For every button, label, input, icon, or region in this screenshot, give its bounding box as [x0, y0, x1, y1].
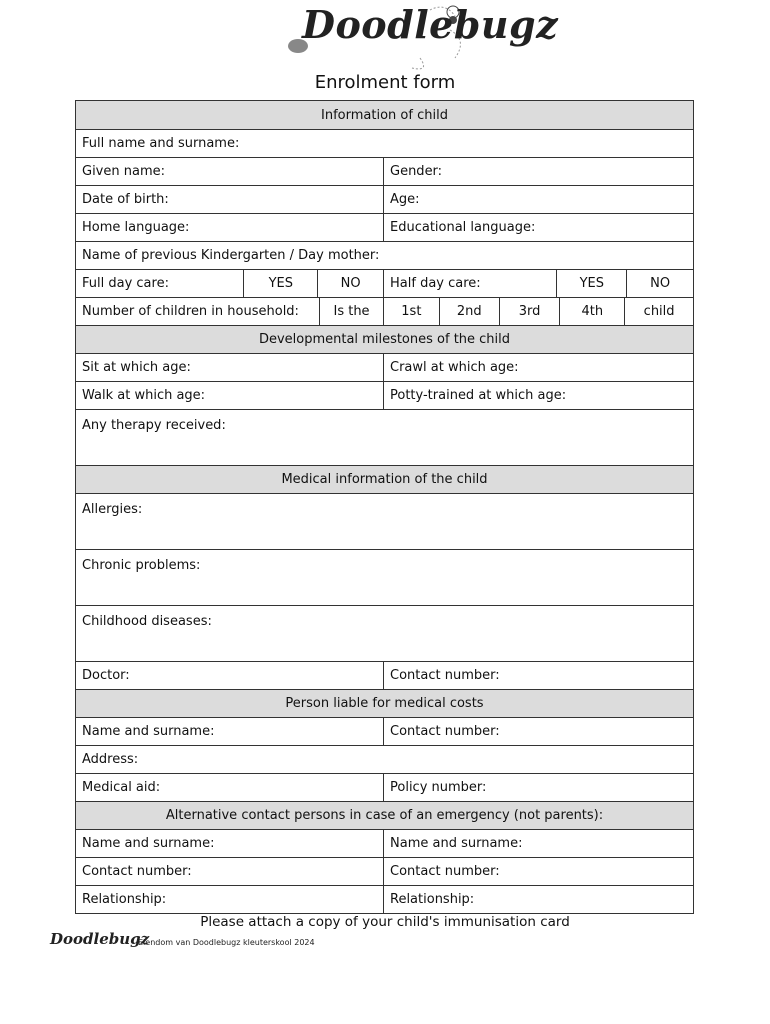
half-day-yes-option[interactable]: YES — [556, 270, 626, 297]
immunisation-note: Please attach a copy of your child's immunisation card — [200, 914, 570, 930]
is-the-label: Is the — [319, 298, 383, 325]
alt1-contact-field[interactable]: Contact number: — [82, 864, 192, 879]
brand-logo: Doodlebugz — [302, 2, 559, 47]
walk-age-field[interactable]: Walk at which age: — [82, 388, 206, 403]
dob-field[interactable]: Date of birth: — [82, 192, 169, 207]
liable-contact-field[interactable]: Contact number: — [383, 718, 693, 745]
half-day-no-option[interactable]: NO — [626, 270, 693, 297]
address-field[interactable]: Address: — [82, 752, 139, 767]
alt2-contact-field[interactable]: Contact number: — [383, 858, 693, 885]
child-label: child — [624, 298, 693, 325]
enrolment-form — [75, 100, 694, 914]
section-child-header: Information of child — [76, 101, 693, 129]
home-language-field[interactable]: Home language: — [82, 220, 190, 235]
full-day-label: Full day care: — [82, 276, 169, 291]
allergies-field[interactable]: Allergies: — [82, 502, 143, 517]
footer-brand-logo: Doodlebugz — [50, 930, 150, 948]
section-milestones-header: Developmental milestones of the child — [76, 326, 693, 353]
policy-number-field[interactable]: Policy number: — [383, 774, 693, 801]
position-1st-option[interactable]: 1st — [383, 298, 439, 325]
section-medical-header: Medical information of the child — [76, 466, 693, 493]
sit-age-field[interactable]: Sit at which age: — [82, 360, 191, 375]
childhood-diseases-field[interactable]: Childhood diseases: — [82, 614, 212, 629]
alt1-relationship-field[interactable]: Relationship: — [82, 892, 167, 907]
therapy-field[interactable]: Any therapy received: — [82, 418, 226, 433]
crawl-age-field[interactable]: Crawl at which age: — [383, 354, 693, 381]
section-liable-header: Person liable for medical costs — [76, 690, 693, 717]
previous-kindergarten-field[interactable]: Name of previous Kindergarten / Day mother: — [82, 248, 380, 263]
liable-name-field[interactable]: Name and surname: — [82, 724, 215, 739]
position-3rd-option[interactable]: 3rd — [499, 298, 560, 325]
medical-aid-field[interactable]: Medical aid: — [82, 780, 161, 795]
position-2nd-option[interactable]: 2nd — [439, 298, 499, 325]
chronic-problems-field[interactable]: Chronic problems: — [82, 558, 201, 573]
half-day-label: Half day care: — [383, 270, 556, 297]
position-4th-option[interactable]: 4th — [559, 298, 624, 325]
gender-field[interactable]: Gender: — [383, 158, 693, 185]
page-title: Enrolment form — [314, 72, 456, 93]
full-day-yes-option[interactable]: YES — [243, 270, 317, 297]
full-day-no-option[interactable]: NO — [317, 270, 383, 297]
full-name-field[interactable]: Full name and surname: — [82, 136, 240, 151]
alt2-name-field[interactable]: Name and surname: — [383, 830, 693, 857]
doctor-contact-field[interactable]: Contact number: — [383, 662, 693, 689]
alt1-name-field[interactable]: Name and surname: — [82, 836, 215, 851]
section-alternative-header: Alternative contact persons in case of an emergency (not parents): — [76, 802, 693, 829]
age-field[interactable]: Age: — [383, 186, 693, 213]
alt2-relationship-field[interactable]: Relationship: — [383, 886, 693, 913]
doctor-field[interactable]: Doctor: — [82, 668, 130, 683]
footer-copyright: Eiendom van Doodlebugz kleuterskool 2024 — [138, 938, 315, 947]
potty-age-field[interactable]: Potty-trained at which age: — [383, 382, 693, 409]
num-children-label: Number of children in household: — [82, 304, 299, 319]
given-name-field[interactable]: Given name: — [82, 164, 165, 179]
educational-language-field[interactable]: Educational language: — [383, 214, 693, 241]
